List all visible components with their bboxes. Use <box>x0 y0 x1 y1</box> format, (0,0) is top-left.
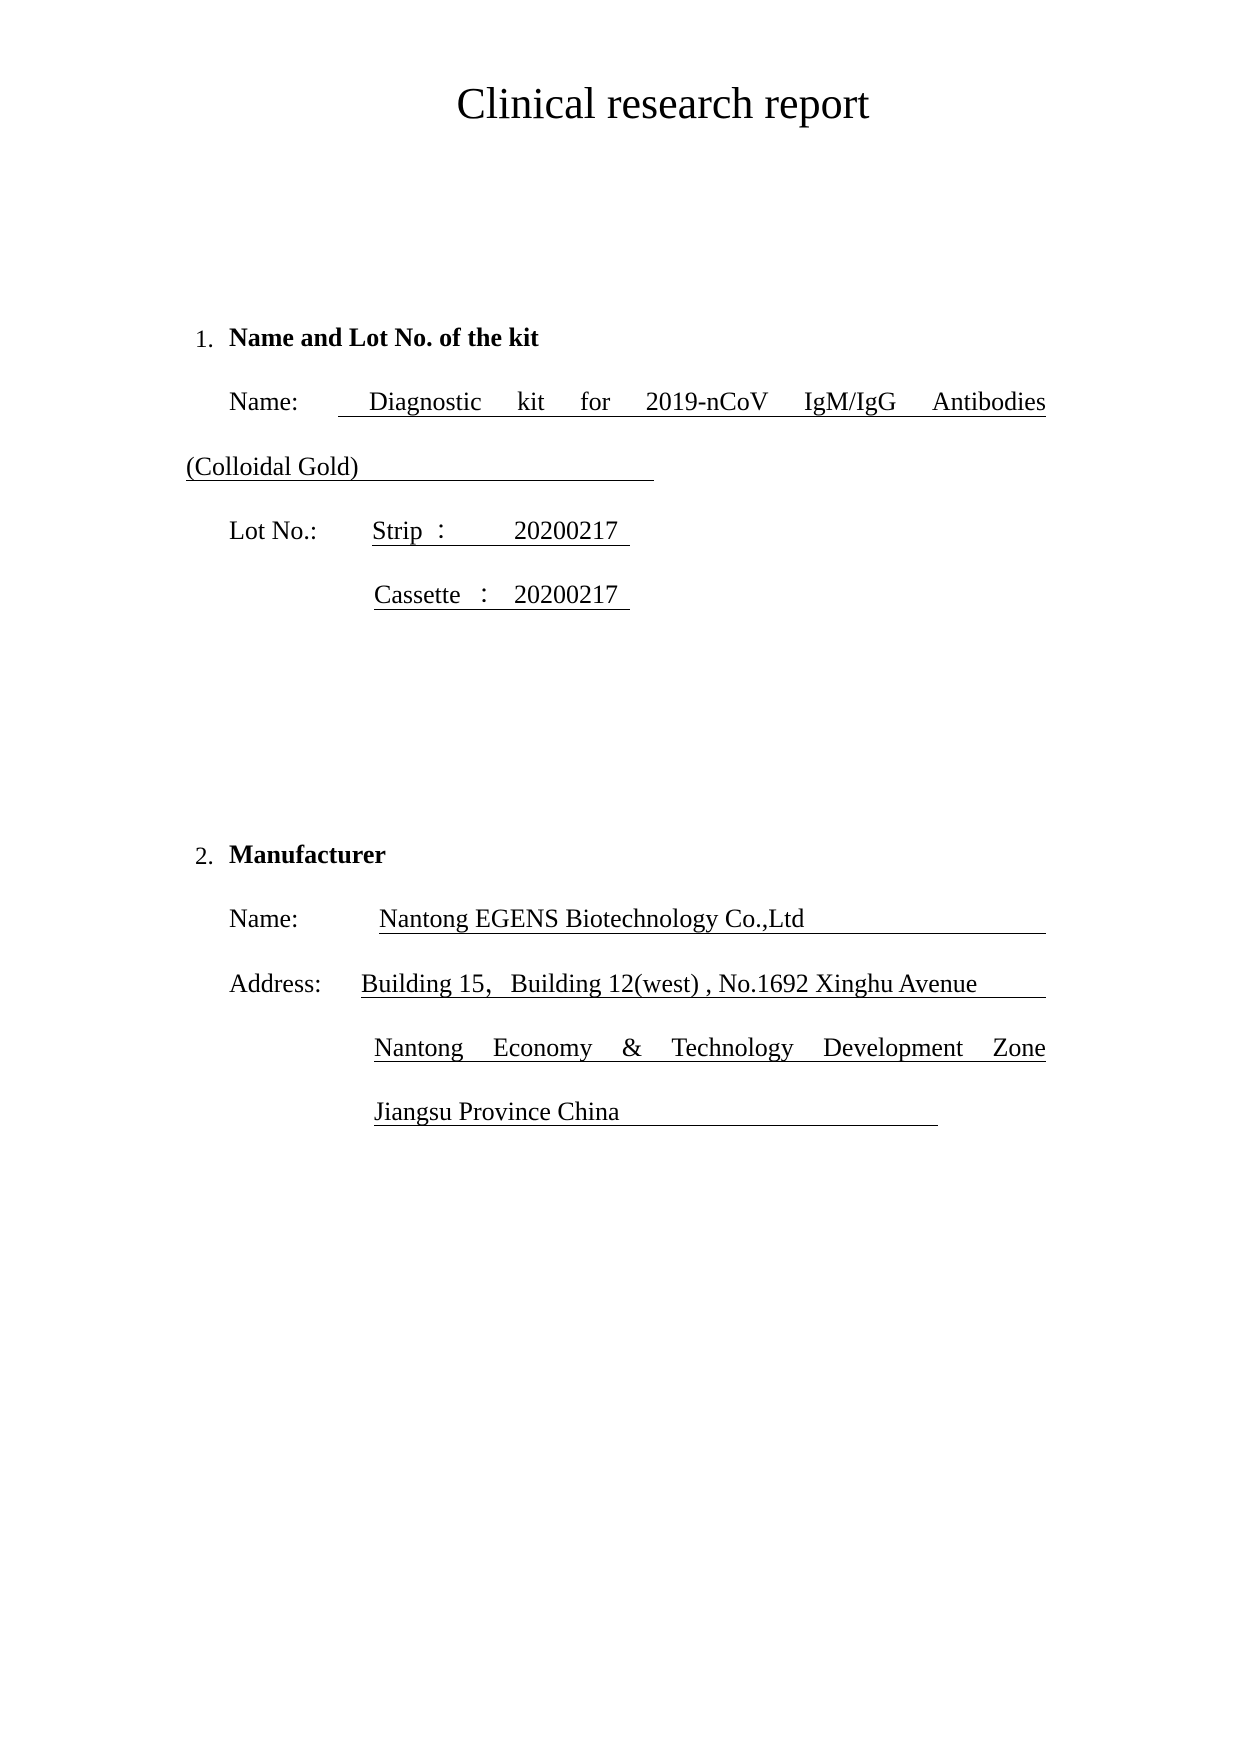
kit-name-label: Name: <box>229 387 299 416</box>
section-1-heading: Name and Lot No. of the kit <box>229 323 539 352</box>
manufacturer-name-underline <box>379 933 1046 934</box>
kit-name-line2-underline <box>186 480 654 481</box>
kit-name-underline <box>338 416 1046 417</box>
cassette-label: Cassette <box>374 580 461 609</box>
strip-label: Strip <box>372 516 423 545</box>
kit-name-word: for <box>579 387 611 416</box>
strip-underline <box>372 545 630 546</box>
kit-name-line1 <box>369 389 1046 415</box>
address-word: Zone <box>992 1033 1046 1062</box>
lot-label: Lot No.: <box>229 516 318 545</box>
address-word: Nantong <box>374 1033 464 1062</box>
cassette-value: 20200217 <box>514 580 618 609</box>
strip-value: 20200217 <box>514 516 618 545</box>
address-line1: Building 15，Building 12(west) , No.1692 Xinghu Avenue <box>361 969 978 998</box>
address-label: Address: <box>229 969 322 998</box>
kit-name-word: Antibodies <box>931 387 1046 416</box>
manufacturer-name: Nantong EGENS Biotechnology Co.,Ltd <box>379 904 805 933</box>
address-word: & <box>621 1033 643 1062</box>
page-title: Clinical research report <box>456 79 870 128</box>
kit-name-word: IgM/IgG <box>803 387 897 416</box>
section-1-number: 1. <box>195 326 214 353</box>
address-word: Technology <box>671 1033 794 1062</box>
kit-name-word: Diagnostic <box>369 387 482 416</box>
address-word: Development <box>823 1033 964 1062</box>
section-2-heading: Manufacturer <box>229 840 386 869</box>
kit-name-word: kit <box>517 387 545 416</box>
manufacturer-name-label: Name: <box>229 904 299 933</box>
address-line3: Jiangsu Province China <box>374 1097 620 1126</box>
kit-name-word: 2019-nCoV <box>645 387 769 416</box>
section-2-number: 2. <box>195 843 214 870</box>
strip-colon: ： <box>435 516 462 545</box>
cassette-colon: ： <box>478 580 505 609</box>
kit-name-line2: (Colloidal Gold) <box>186 452 359 481</box>
cassette-underline <box>374 609 630 610</box>
address-line2 <box>374 1035 1046 1061</box>
address-word: Economy <box>492 1033 593 1062</box>
